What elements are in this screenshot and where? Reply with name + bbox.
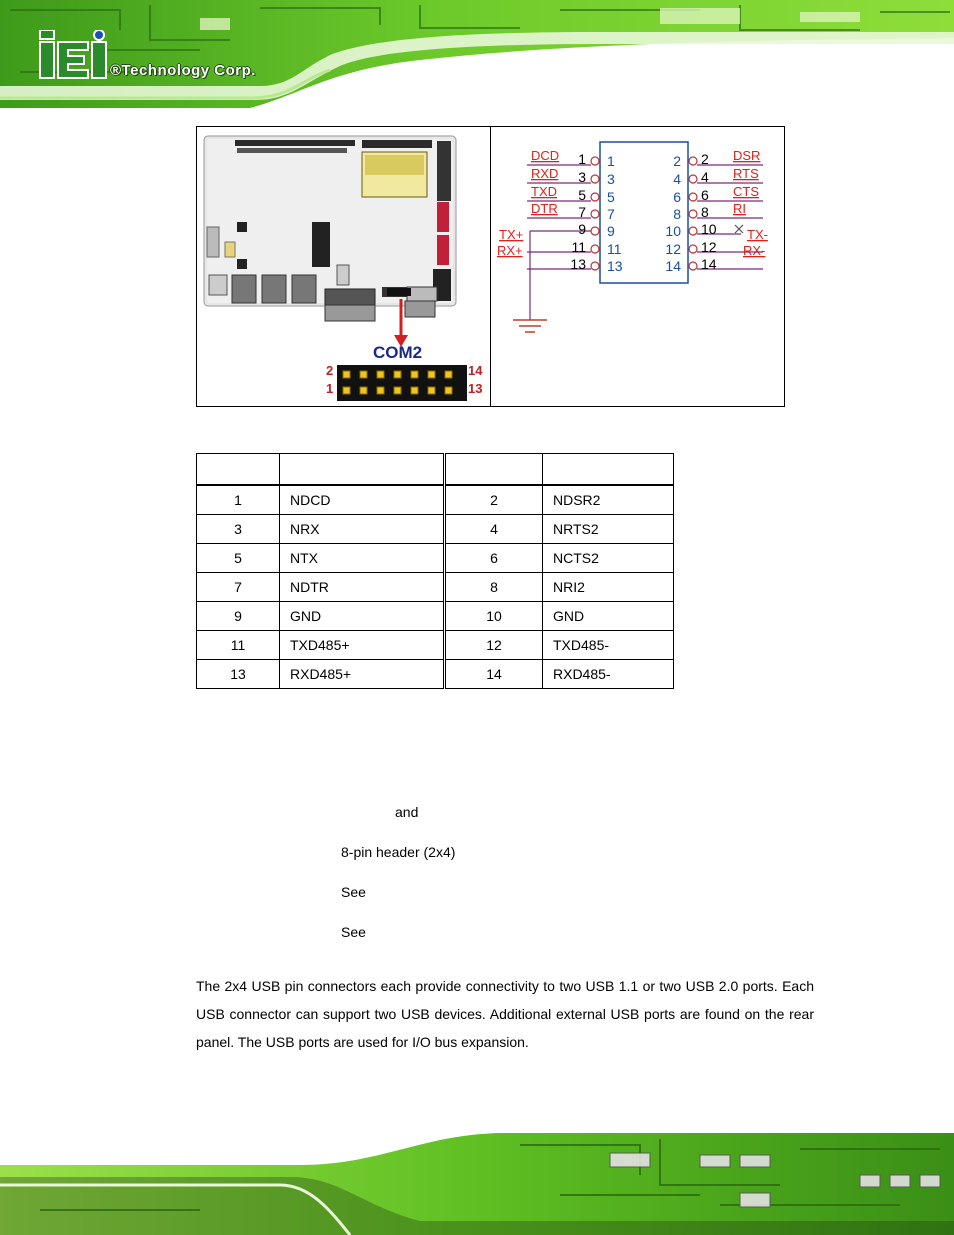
outer-pin-number: 10: [701, 221, 717, 237]
pin-terminal: [689, 157, 697, 165]
connector-pin-number: 2: [673, 153, 681, 169]
pin-terminal: [591, 157, 599, 165]
pin-number: 1: [197, 485, 280, 515]
pin-description: NRI2: [543, 573, 674, 602]
pin-terminal: [689, 245, 697, 253]
pin-terminal: [689, 175, 697, 183]
pin-terminal: [591, 193, 599, 201]
connector-pin-number: 4: [673, 171, 681, 187]
header-cell: [280, 454, 445, 486]
header-pin-1-label: 1: [326, 381, 334, 396]
header-cell: [543, 454, 674, 486]
connector-pin-number: 12: [665, 241, 681, 257]
outer-pin-number: 14: [701, 256, 717, 272]
pin-description: GND: [280, 602, 445, 631]
pin-number: 14: [445, 660, 543, 689]
footer-banner: [0, 1125, 954, 1235]
pin-description: RXD485-: [543, 660, 674, 689]
rs485-label: RX-: [743, 243, 766, 258]
signal-label: TXD: [531, 184, 557, 199]
pin-number: 5: [197, 544, 280, 573]
com2-label: COM2: [373, 343, 423, 362]
pin-description: TXD485+: [280, 631, 445, 660]
pin-terminal: [591, 210, 599, 218]
outer-pin-number: 7: [578, 204, 586, 220]
table-row: [197, 573, 674, 602]
outer-pin-number: 4: [701, 169, 709, 185]
rs485-label: RX+: [497, 243, 523, 258]
signal-label: CTS: [733, 184, 759, 199]
outer-pin-number: 1: [578, 151, 586, 167]
outer-pin-number: 8: [701, 204, 709, 220]
pin-number: 13: [197, 660, 280, 689]
ground-symbol: [513, 320, 547, 332]
connector-pin-number: 10: [665, 223, 681, 239]
pin-description: NDTR: [280, 573, 445, 602]
outer-pin-number: 11: [571, 239, 586, 255]
com2-connector-figure: [196, 126, 785, 407]
pin-description: NCTS2: [543, 544, 674, 573]
pin-description: RXD485+: [280, 660, 445, 689]
outer-pin-number: 3: [578, 169, 586, 185]
signal-label: RTS: [733, 166, 759, 181]
header-banner: [0, 0, 954, 115]
pin-number: 9: [197, 602, 280, 631]
header-pin-13-label: 13: [468, 381, 483, 396]
table-row: [197, 602, 674, 631]
connector-pin-number: 8: [673, 206, 681, 222]
signal-label: DCD: [531, 148, 560, 163]
rs485-label: TX-: [747, 227, 768, 242]
pin-description: NRX: [280, 515, 445, 544]
pin-description: NTX: [280, 544, 445, 573]
pin-terminal: [689, 262, 697, 270]
connector-pin-number: 1: [607, 153, 615, 169]
outer-pin-number: 13: [570, 256, 586, 272]
pin-number: 11: [197, 631, 280, 660]
table-row: [197, 631, 674, 660]
pin-number: 7: [197, 573, 280, 602]
pin-number: 10: [445, 602, 543, 631]
pin-number: 2: [445, 485, 543, 515]
table-header-row: [197, 454, 674, 486]
company-name: ®Technology Corp.: [110, 62, 256, 79]
header-cell: [445, 454, 543, 486]
outer-pin-number: 5: [578, 187, 586, 203]
iei-logo: [38, 30, 113, 87]
pin-terminal: [591, 262, 599, 270]
signal-label: RXD: [531, 166, 559, 181]
table-row: [197, 515, 674, 544]
pin-description: NRTS2: [543, 515, 674, 544]
connector-pin-number: 14: [665, 258, 681, 274]
connector-pin-number: 3: [607, 171, 615, 187]
board-location-figure: [197, 127, 490, 406]
header-pin-14-label: 14: [468, 363, 483, 378]
circuit-board-header-graphic: [0, 0, 954, 115]
pin-header-2x7-graphic: [337, 365, 467, 401]
pin-terminal: [591, 245, 599, 253]
pinout-table: [196, 453, 674, 689]
usb-description-paragraph: The 2x4 USB pin connectors each provide connectivity to two USB 1.1 or two USB 2.0 ports. Each USB connector can support two USB devices. Additional external USB ports are found on the rear panel. The USB ports are used for I/O bus expansion.: [196, 978, 814, 1050]
pin-description: GND: [543, 602, 674, 631]
pin-number: 8: [445, 573, 543, 602]
pin-description: NDCD: [280, 485, 445, 515]
header-cell: [197, 454, 280, 486]
connector-pin-number: 6: [673, 189, 681, 205]
pin-terminal: [689, 210, 697, 218]
connector-pin-number: 5: [607, 189, 615, 205]
outer-pin-number: 6: [701, 187, 709, 203]
rs485-label: TX+: [499, 227, 524, 242]
pin-terminal: [689, 227, 697, 235]
pin-number: 4: [445, 515, 543, 544]
pin-terminal: [591, 175, 599, 183]
pin-number: 12: [445, 631, 543, 660]
pin-number: 6: [445, 544, 543, 573]
signal-label: DTR: [531, 201, 558, 216]
com2-schematic: [491, 127, 784, 406]
outer-pin-number: 2: [701, 151, 709, 167]
outer-pin-number: 9: [578, 221, 586, 237]
pin-number: 3: [197, 515, 280, 544]
pin-terminal: [689, 193, 697, 201]
iei-logo-mark: [38, 30, 113, 82]
header-pin-2-label: 2: [326, 363, 334, 378]
spec-and-text: and: [395, 804, 419, 820]
spec-connector-type: 8-pin header (2x4): [341, 844, 456, 860]
connector-pin-number: 11: [607, 241, 622, 257]
table-row: [197, 485, 674, 515]
schematic-drawing: [491, 127, 784, 406]
signal-label: DSR: [733, 148, 761, 163]
circuit-board-footer-graphic: [0, 1125, 954, 1235]
outer-pin-number: 12: [701, 239, 717, 255]
pin-description: NDSR2: [543, 485, 674, 515]
table-row: [197, 544, 674, 573]
spec-see-1: See: [341, 884, 366, 900]
signal-label: RI: [733, 201, 746, 216]
connector-pin-number: 13: [607, 258, 623, 274]
connector-pin-number: 9: [607, 223, 615, 239]
pin-terminal: [591, 227, 599, 235]
table-row: [197, 660, 674, 689]
pin-description: TXD485-: [543, 631, 674, 660]
spec-see-2: See: [341, 924, 366, 940]
connector-pin-number: 7: [607, 206, 615, 222]
